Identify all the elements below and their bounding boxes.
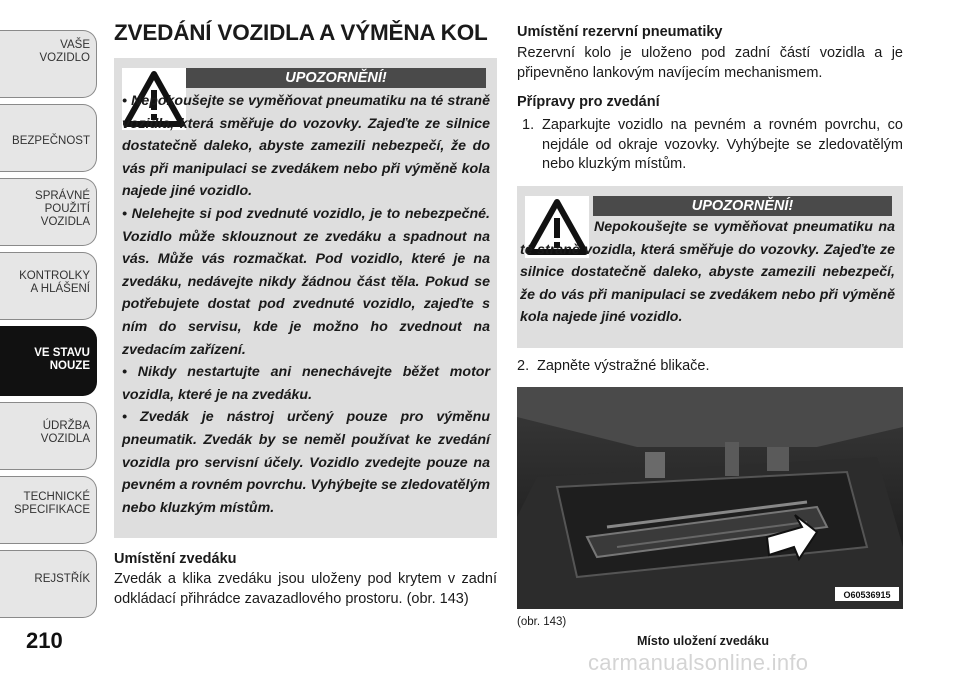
- sidebar-item-spravne-pouziti[interactable]: [0, 178, 97, 246]
- jack-location-photo: [517, 387, 903, 609]
- spare-location-text: Rezervní kolo je uloženo pod zadní částí vozidla a je připevněno lankovým navíjecím mechanismem.: [517, 45, 903, 81]
- step-text: Zapněte výstražné blikače.: [537, 358, 710, 374]
- sidebar-item-technicke-specifikace[interactable]: [0, 476, 97, 544]
- list-item: [522, 116, 903, 175]
- warning-bullet: • Nepokoušejte se vyměňovat pneumatiku na té straně vozidla, která směřuje do vozovky. Zajeďte ze silnice dostatečně daleko, abyste zamezili nebezpečí, že do vás při manipulaci se zvedákem nebo při výměně kola najede jiné vozidlo.: [122, 93, 490, 200]
- jack-location-heading: Umístění zvedáku: [114, 551, 237, 567]
- page-title: ZVEDÁNÍ VOZIDLA A VÝMĚNA KOL: [114, 20, 488, 45]
- step-text: Zaparkujte vozidlo na pevném a rovném povrchu, co nejdále od okraje vozovky. Vyhýbejte se zledovatělým nebo kluzkým místům.: [542, 117, 903, 172]
- step-number: 2.: [517, 358, 530, 374]
- sidebar-item-label: SPRÁVNÉ POUŽITÍ VOZIDLA: [35, 190, 90, 228]
- jack-location-text: Zvedák a klika zvedáku jsou uloženy pod krytem v zadní odkládací přihrádce zavazadlového prostoru. (obr. 143): [114, 571, 497, 607]
- warning-label: UPOZORNĚNÍ!: [186, 68, 486, 88]
- watermark: carmanualsonline.info: [588, 650, 809, 675]
- warning-label: UPOZORNĚNÍ!: [593, 196, 892, 216]
- warning-text: [122, 90, 490, 519]
- sidebar-item-kontrolky[interactable]: [0, 252, 97, 320]
- sidebar-item-ve-stavu-nouze[interactable]: [0, 326, 97, 396]
- spare-location-heading: Umístění rezervní pneumatiky: [517, 24, 723, 40]
- warning-box: [114, 58, 497, 538]
- preparation-steps: [522, 116, 903, 175]
- sidebar-item-label: ÚDRŽBA VOZIDLA: [40, 420, 90, 445]
- preparation-heading: Přípravy pro zvedání: [517, 94, 660, 110]
- sidebar-item-bezpecnost[interactable]: [0, 104, 97, 172]
- sidebar-item-label: BEZPEČNOST: [12, 135, 90, 147]
- page-number: 210: [26, 628, 63, 653]
- preparation-steps-cont: [517, 357, 903, 377]
- warning-bullet: • Zvedák je nástroj určený pouze pro výměnu pneumatik. Zvedák by se neměl používat ke zvedání vozidla pro servisní účely. Vozidlo zvedejte pouze na pevném a rovném povrchu. Vyhýbejte se zledovatělým nebo kluzkým místům.: [122, 409, 490, 516]
- figure-caption: Místo uložení zvedáku: [637, 634, 769, 648]
- warning-bullet: • Nikdy nestartujte ani nenechávejte běžet motor vozidla, které je na zvedáku.: [122, 364, 490, 403]
- sidebar-item-udrzba[interactable]: [0, 402, 97, 470]
- sidebar-item-rejstrik[interactable]: [0, 550, 97, 618]
- warning-box: [517, 186, 903, 348]
- sidebar-item-label: TECHNICKÉ SPECIFIKACE: [13, 491, 90, 516]
- figure-reference: (obr. 143): [517, 616, 567, 628]
- list-item: [517, 357, 903, 377]
- sidebar-item-label: VAŠE VOZIDLO: [39, 39, 90, 64]
- warning-text: Nepokoušejte se vyměňovat pneumatiku na té straně vozidla, která směřuje do vozovky. Zajeďte ze silnice dostatečně daleko, abyste zamezili nebezpečí, že do vás při manipulaci se zvedákem nebo při výměně kola najede jiné vozidlo.: [520, 219, 895, 326]
- step-number: 1.: [522, 117, 535, 133]
- figure-code: O60536915: [843, 590, 891, 600]
- sidebar-item-label: KONTROLKY A HLÁŠENÍ: [19, 270, 90, 295]
- sidebar-item-label: REJSTŘÍK: [34, 573, 90, 585]
- sidebar-item-label: VE STAVU NOUZE: [34, 347, 90, 372]
- warning-bullet: • Nelehejte si pod zvednuté vozidlo, je to nebezpečné. Vozidlo může sklouznout ze zvedáku a spadnout na vás. Může vás rozmačkat. Pod vozidlo, které je na zvedáku, nedávejte nikdy žádnou část těla. Pokud se potřebujete dostat pod zvednuté vozidlo, zajeďte s ním do servisu, kde je možno ho zvednout na zvedacím zařízení.: [122, 205, 490, 358]
- sidebar-item-vase-vozidlo[interactable]: [0, 30, 97, 98]
